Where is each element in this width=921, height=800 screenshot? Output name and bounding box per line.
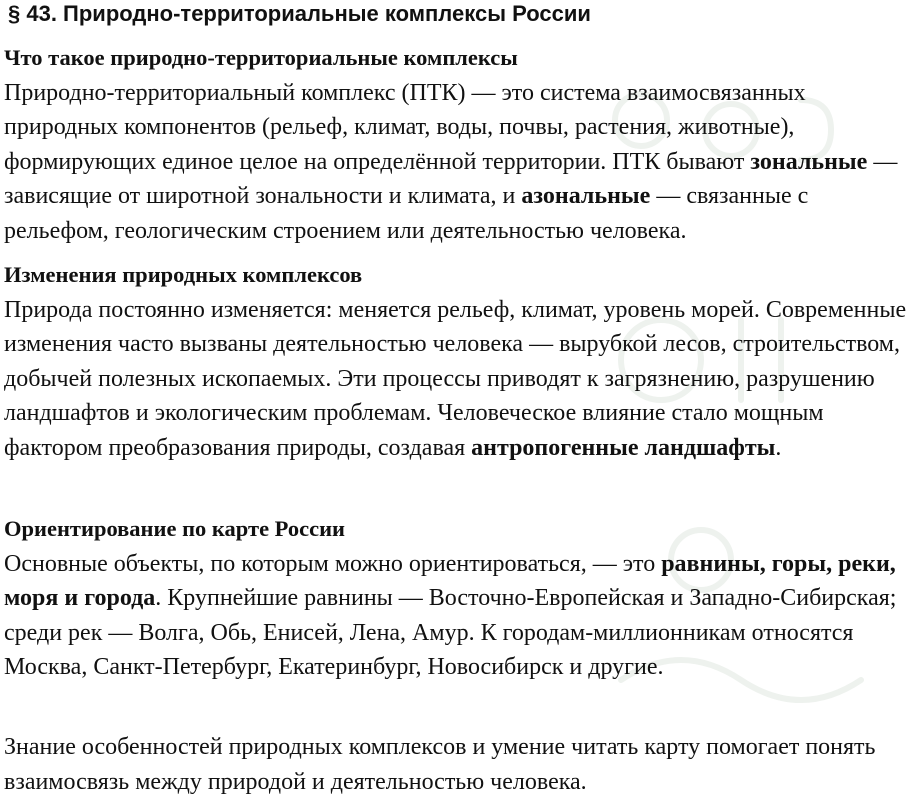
paragraph [4, 293, 916, 466]
text-run: Природа постоянно изменяется: меняется рельеф, климат, уровень морей. Современные изменения часто вызваны деятельностью человека — вырубкой лесов, строительством, добычей полезных ископаемых. Эти процессы приводят к загрязнению, разрушению ландшафтов и экологическим проблемам. Человеческое влияние стало мощным фактором преобразования природы, создавая [4, 296, 907, 461]
text-run: Основные объекты, по которым можно ориентироваться, — это [4, 550, 662, 577]
paragraph [4, 547, 916, 685]
section-changes [4, 258, 916, 465]
paragraph: Знание особенностей природных комплексов и умение читать карту помогает понять взаимосвязь между природой и деятельностью человека. [4, 734, 876, 795]
term-zonal: зональные [750, 148, 868, 175]
section-heading: Изменения природных комплексов [4, 262, 363, 287]
term-map-objects: равнины, горы, реки, моря и города [4, 550, 896, 611]
term-azonal: азональные [521, 183, 651, 209]
term-anthropogenic: антропогенные ландшафты [471, 434, 776, 461]
section-ptk [4, 41, 916, 248]
text-run: Природно-территориальный комплекс (ПТК) — это система взаимосвязанных природных компонентов (рельеф, климат, воды, почвы, растения, животные), формирующих единое целое на определённой территории. ПТК бывают [4, 79, 806, 175]
paragraph [4, 76, 916, 249]
section-heading: Что такое природно-территориальные комплексы [4, 45, 518, 70]
page-title: § 43. Природно-территориальные комплексы России [8, 1, 591, 26]
text-run: — связанные с рельефом, геологическим строением или деятельностью человека. [4, 183, 809, 244]
section-heading: Ориентирование по карте России [4, 516, 346, 541]
text-run: . Крупнейшие равнины — Восточно-Европейская и Западно-Сибирская; среди рек — Волга, Обь, Енисей, Лена, Амур. К городам-миллионникам относятся Москва, Санкт-Петербург, Екатеринбург, Новосибирск и другие. [4, 585, 897, 680]
text-run: . [775, 434, 782, 461]
section-orientation [4, 512, 916, 685]
section-conclusion [4, 730, 916, 799]
text-run: — зависящие от широтной зональности и климата, и [4, 148, 898, 209]
